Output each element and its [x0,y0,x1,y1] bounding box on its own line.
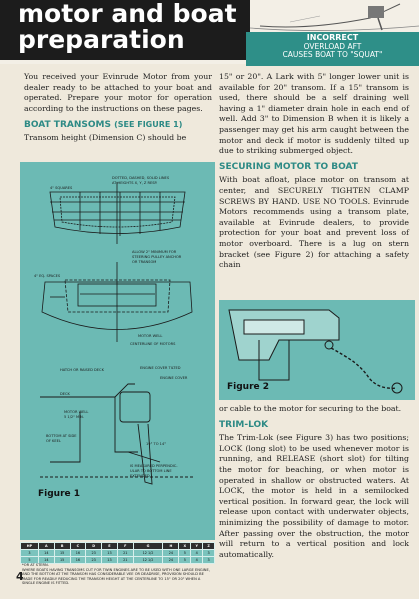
table-header-cell: H [163,543,179,550]
table-cell: 21 [117,550,133,557]
heading-text: BOAT TRANSOMS [24,120,111,131]
table-row [21,550,215,557]
caption-head: INCORRECT [306,33,359,42]
table-cell: 5 [21,557,39,564]
securing-paragraph: With boat afloat, place motor on transom at center, and SECURELY TIGHTEN CLAMP SCREWS BY HAND. USE NO TOOLS. Evinrude Motors recommends using a transom plate, available at Evinrude dealers, to provide protection for your boat and prevent loss of motor overboard. There is a lug on stern bracket (see Figure 2) for attaching a safety chain [219,175,409,270]
heading-figure-ref: (SEE FIGURE 1) [114,120,183,130]
right-column-bottom [219,404,409,560]
incorrect-caption [246,32,419,66]
table-footnote: *OR AT STERN. [22,563,49,567]
table-cell: 15 [54,557,70,564]
callout-dotted: DOTTED, DASHED, SOLID LINES [112,176,170,180]
table-header-row [21,543,215,550]
table-cell: 3 [203,557,215,564]
callout-measured: IS MEASURED PERPENDIC- [130,464,178,468]
table-cell: 12 1/2 [133,557,163,564]
callout-angle: 19° TO 14° [146,442,167,446]
table-header-cell: A [38,543,54,550]
table-cell: 14 [38,550,54,557]
callout-allow: OR TRANSOM [132,260,157,264]
table-header-cell: E [102,543,118,550]
table-cell: 23 [86,550,102,557]
table-cell: 13 [102,557,118,564]
callout-dotted: AT HEIGHTS X, Y, Z RESP. [112,181,158,185]
callout-allow: ALLOW 2" MINIMUM FOR [132,250,177,254]
callout-allow: STEERING PULLEY ANCHOR [132,255,182,259]
callout-measured: ULAR TO BOTTOM LINE [130,469,172,473]
table-header-cell: G [133,543,163,550]
table-cell: 5 [179,557,191,564]
table-header-cell: X [179,543,191,550]
table-header-cell: B [54,543,70,550]
figure-2-panel [219,300,415,400]
table-cell: 16 [70,550,86,557]
figure-1-label: Figure 1 [38,489,81,499]
table-cell: 4 [191,550,203,557]
trim-lok-paragraph: The Trim-Lok (see Figure 3) has two positions; LOCK (long slot) to be used whenever motor is running, and RELEASE (short slot) for tilting the motor for beaching, or when motor is operated in shallow or obstructed waters. At LOCK, the motor is held in a semilocked vertical position. In forward gear, the lock will release upon contact with underwater objects, minimizing the possibility of damage to motor. After passing over the obstruction, the motor will return to a vertical position and lock automatically. [219,433,409,559]
caption-line: OVERLOAD AFT [303,41,362,51]
spec-table [20,542,215,564]
table-header-cell: Z [203,543,215,550]
callout-spaces: 4" EQ. SPACES [34,274,61,278]
table-header-cell: Y [191,543,203,550]
section-heading-trim-lok: TRIM-LOK [219,419,269,430]
intro-paragraph: You received your Evinrude Motor from your dealer ready to be attached to your boat and operated. Prepare your motor for operation according to the instructions on these pages. [24,72,212,113]
table-footnote-long: WHERE BOATS HAVING TRANSOMS CUT FOR TWIN ENGINES ARE TO BE USED WITH ONE LARGE ENGINE, AND THE BOTTOM AT THE TRANSOM HAS CONSIDERABLE VEE OR DEADRISE, PROVISION SHOULD BE MADE FOR READILY REDUCING THE TRANSOM HEIGHT AT THE CENTERLINE TO 15" OR 20" WHEN A SINGLE ENGINE IS FITTED. [22,568,210,586]
table-cell: 14 [38,557,54,564]
table-cell: 15 [54,550,70,557]
table-cell: 13 [102,550,118,557]
callout-hatch: HATCH OR RAISED DECK [60,368,104,372]
transom-paragraph: Transom height (Dimension C) should be [24,132,187,142]
table-cell: 5 [179,550,191,557]
securing-continued-paragraph: or cable to the motor for securing to the boat. [219,404,402,413]
table-header-cell: C [70,543,86,550]
transom-continued-paragraph: 15" or 20". A Lark with 5" longer lower unit is available for 20" transom. If a 15" transom is used, there should be a self draining well having a 1" diameter drain hole in each end of well. Add 3" to Dimension B when it is likely a passenger may get his arm caught between the motor and deck if motor is suddenly tilted up due to striking submerged object. [219,72,409,156]
table-body [21,550,215,564]
table-cell: 21 [117,557,133,564]
callout-squares: 4" SQUARES [50,186,73,190]
table-cell: 23 [86,557,102,564]
callout-keel: OF KEEL [46,439,61,443]
page-title-line1: motor and boat [18,0,237,28]
table-cell: 3 [21,550,39,557]
table-cell: 16 [70,557,86,564]
callout-motor-well-2: MOTOR WELL [64,410,89,414]
callout-centerline: CENTERLINE OF MOTORS [130,342,176,346]
callout-bottom: BOTTOM AT SIDE [46,434,77,438]
table-cell: 3 [203,550,215,557]
section-heading-securing: SECURING MOTOR TO BOAT [219,161,358,172]
boat-squat-illustration [250,0,419,34]
page-title-line2: preparation [18,25,185,54]
figure-1-drawing [20,162,215,502]
callout-engine-tilted: ENGINE COVER TILTED [140,366,181,370]
caption-line: CAUSES BOAT TO "SQUAT" [282,50,383,59]
callout-engine-cover: ENGINE COVER [160,376,188,380]
section-heading-boat-transoms [24,120,212,131]
table-header-cell: HP [21,543,39,550]
page-number: 4 [16,570,24,583]
table-header-cell: F [117,543,133,550]
table-header-cell: D [86,543,102,550]
callout-measured: EXTENDED. [130,474,151,478]
table-cell: 24 [163,557,179,564]
table-cell: 12 1/2 [133,550,163,557]
figure-2-label: Figure 2 [227,382,270,392]
right-column-top [219,72,409,271]
table-cell: 24 [163,550,179,557]
callout-min: 5 1/2" MIN. [64,415,84,419]
figure-1-panel [20,162,215,540]
callout-motor-well: MOTOR WELL [138,334,163,338]
table-cell: 4 [191,557,203,564]
left-column [24,72,212,144]
callout-deck: DECK [60,392,70,396]
